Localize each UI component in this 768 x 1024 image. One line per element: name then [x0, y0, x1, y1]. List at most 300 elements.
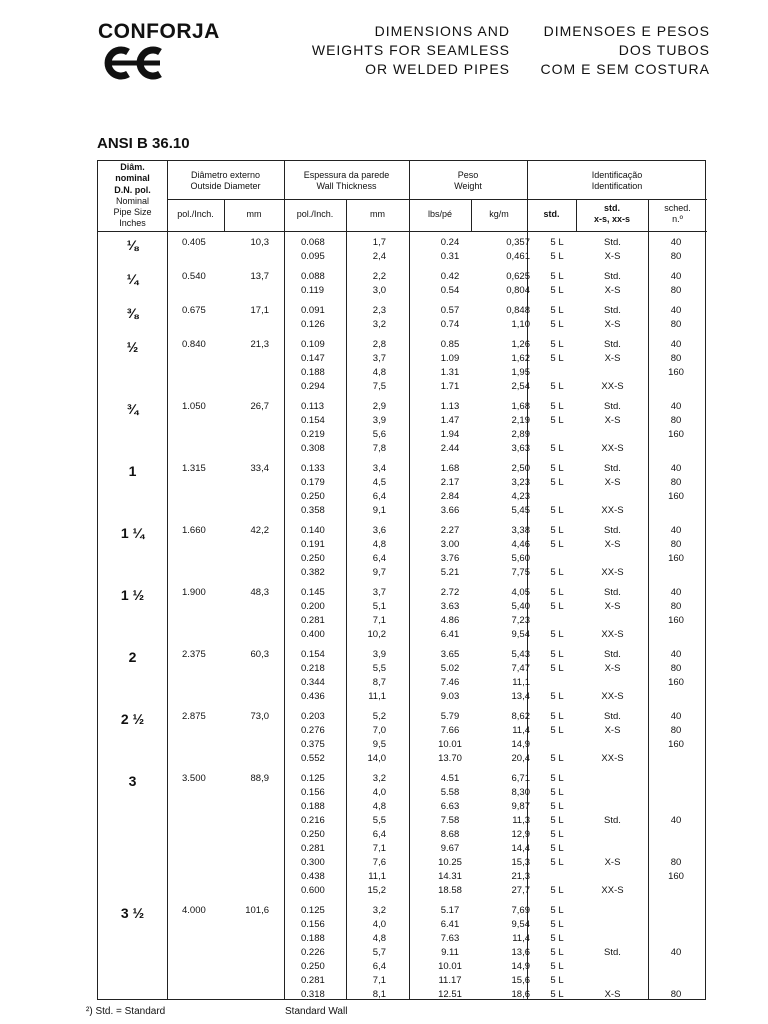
od-inch-cell: 1.900: [182, 587, 206, 598]
lbs-cell: 3.63: [440, 601, 460, 612]
schedule-cell: 80: [670, 251, 682, 262]
table-row: [98, 366, 707, 380]
header-bottom-line: [98, 231, 707, 232]
footnote-right: Standard Wall: [285, 1006, 348, 1017]
nominal-size-cell: 2 ½: [120, 711, 145, 727]
table-row: [98, 628, 707, 642]
spec-cell: 5 L: [550, 271, 564, 282]
nominal-size-cell: ⅛: [126, 237, 139, 253]
standard-title: ANSI B 36.10: [97, 135, 190, 152]
spec-cell: 5 L: [550, 505, 564, 516]
spec-cell: 5 L: [550, 285, 564, 296]
wall-mm-cell: 8,7: [372, 677, 386, 688]
wall-mm-cell: 4,5: [372, 477, 386, 488]
spec-cell: 5 L: [550, 989, 564, 1000]
dn-header-line: Pipe Size: [113, 207, 152, 218]
table-row: [98, 960, 707, 974]
identification-cell: X-S: [604, 477, 621, 488]
sched-no-header-line: n.º: [672, 214, 683, 224]
identification-cell: X-S: [604, 725, 621, 736]
table-row: [98, 828, 707, 842]
wall-mm-cell: 7,6: [372, 857, 386, 868]
title-english: [312, 22, 510, 79]
lbs-cell: 8.68: [440, 829, 460, 840]
wall-inch-cell: 0.091: [301, 305, 325, 316]
lbs-cell: 5.21: [440, 567, 460, 578]
schedule-cell: 80: [670, 725, 682, 736]
lbs-cell: 5.17: [440, 905, 460, 916]
lbs-cell: 4.86: [440, 615, 460, 626]
od-inch-cell: 1.315: [182, 463, 206, 474]
spec-cell: 5 L: [550, 601, 564, 612]
lbs-cell: 0.42: [440, 271, 460, 282]
schedule-cell: 80: [670, 663, 682, 674]
kgm-cell: 2,19: [511, 415, 530, 426]
kgm-cell: 1,68: [511, 401, 530, 412]
kgm-cell: 14,4: [511, 843, 530, 854]
wall-inch-cell: 0.140: [301, 525, 325, 536]
wall-inch-cell: 0.318: [301, 989, 325, 1000]
table-row: [98, 270, 707, 287]
table-row: [98, 236, 707, 253]
std-spec-header: std.: [543, 209, 560, 219]
identification-cell: Std.: [604, 339, 621, 350]
kgm-cell: 15,3: [511, 857, 530, 868]
wall-mm-cell: 3,9: [372, 649, 386, 660]
table-row: [98, 676, 707, 690]
wall-inch-cell: 0.218: [301, 663, 325, 674]
nominal-size-cell: 1: [128, 463, 137, 479]
kgm-cell: 0,625: [506, 271, 530, 282]
kgm-cell: 18,6: [511, 989, 530, 1000]
od-mm-cell: 33,4: [250, 463, 269, 474]
od-mm-cell: 48,3: [250, 587, 269, 598]
lbs-cell: 0.74: [440, 319, 460, 330]
schedule-cell: 80: [670, 319, 682, 330]
wall-mm-cell: 3,4: [372, 463, 386, 474]
wall-mm-cell: 3,2: [372, 773, 386, 784]
lbs-cell: 0.24: [440, 237, 460, 248]
od-mm-cell: 26,7: [250, 401, 269, 412]
table-row: [98, 250, 707, 264]
identification-cell: X-S: [604, 539, 621, 550]
spec-cell: 5 L: [550, 725, 564, 736]
od-inch-header: pol./Inch.: [177, 209, 214, 219]
table-row: [98, 690, 707, 704]
identification-cell: Std.: [604, 649, 621, 660]
lbs-cell: 5.58: [440, 787, 460, 798]
kgm-cell: 3,38: [511, 525, 530, 536]
table-row: [98, 772, 707, 789]
header-divider: [167, 199, 707, 200]
table-row: [98, 284, 707, 298]
kgm-cell: 11,4: [512, 933, 530, 944]
spec-cell: 5 L: [550, 815, 564, 826]
kgm-cell: 7,75: [511, 567, 530, 578]
kgm-cell: 0,848: [506, 305, 530, 316]
schedule-cell: 40: [670, 947, 682, 958]
schedule-cell: 160: [668, 367, 684, 378]
kgm-cell: 4,23: [511, 491, 530, 502]
wall-inch-cell: 0.179: [301, 477, 325, 488]
wall-mm-cell: 3,2: [372, 319, 386, 330]
spec-cell: 5 L: [550, 237, 564, 248]
kgm-cell: 9,54: [511, 919, 530, 930]
title-en-line: DIMENSIONS AND: [374, 23, 510, 39]
schedule-cell: 80: [670, 539, 682, 550]
spec-cell: 5 L: [550, 933, 564, 944]
wall-mm-header: mm: [370, 209, 385, 219]
lbs-cell: 0.54: [440, 285, 460, 296]
kgm-cell: 5,60: [511, 553, 530, 564]
identification-cell: X-S: [604, 989, 621, 1000]
wall-mm-cell: 15,2: [367, 885, 386, 896]
wall-inch-cell: 0.400: [301, 629, 325, 640]
wall-inch-cell: 0.600: [301, 885, 325, 896]
lbs-cell: 6.41: [440, 629, 460, 640]
table-row: [98, 974, 707, 988]
od-inch-cell: 1.050: [182, 401, 206, 412]
wall-inch-cell: 0.156: [301, 919, 325, 930]
spec-cell: 5 L: [550, 961, 564, 972]
schedule-cell: 80: [670, 353, 682, 364]
nominal-size-cell: ⅜: [126, 305, 139, 321]
wall-header-en: Wall Thickness: [316, 181, 377, 191]
lbs-cell: 1.31: [440, 367, 460, 378]
nominal-size-cell: 1 ¼: [120, 525, 145, 541]
spec-cell: 5 L: [550, 649, 564, 660]
schedule-cell: 160: [668, 615, 684, 626]
lbs-cell: 2.44: [440, 443, 460, 454]
conforja-logo: [98, 46, 164, 80]
wall-inch-cell: 0.068: [301, 237, 325, 248]
nominal-size-cell: 3 ½: [120, 905, 145, 921]
schedule-cell: 40: [670, 649, 682, 660]
identification-cell: X-S: [604, 353, 621, 364]
lbs-cell: 2.84: [440, 491, 460, 502]
spec-cell: 5 L: [550, 381, 564, 392]
lbs-cell: 3.66: [440, 505, 460, 516]
table-row: [98, 856, 707, 870]
table-row: [98, 462, 707, 479]
identification-cell: XX-S: [601, 885, 624, 896]
od-inch-cell: 2.875: [182, 711, 206, 722]
wall-mm-cell: 11,1: [368, 871, 386, 882]
od-inch-cell: 0.540: [182, 271, 206, 282]
weight-header-en: Weight: [454, 181, 482, 191]
table-row: [98, 946, 707, 960]
wall-mm-cell: 4,8: [372, 801, 386, 812]
wall-inch-cell: 0.438: [301, 871, 325, 882]
lbs-cell: 1.47: [440, 415, 460, 426]
wall-mm-cell: 5,1: [372, 601, 386, 612]
wall-mm-cell: 5,5: [372, 663, 386, 674]
od-mm-cell: 60,3: [250, 649, 269, 660]
od-mm-cell: 17,1: [250, 305, 269, 316]
sched-header-line: sched.: [664, 203, 691, 213]
table-row: [98, 738, 707, 752]
spec-cell: 5 L: [550, 919, 564, 930]
wall-mm-cell: 11,1: [368, 691, 386, 702]
identification-cell: Std.: [604, 463, 621, 474]
identification-cell: XX-S: [601, 505, 624, 516]
lbs-cell: 0.85: [440, 339, 460, 350]
schedule-cell: 80: [670, 601, 682, 612]
table-row: [98, 600, 707, 614]
wall-mm-cell: 14,0: [367, 753, 386, 764]
wall-mm-cell: 2,4: [372, 251, 386, 262]
lbs-cell: 6.63: [440, 801, 460, 812]
table-row: [98, 884, 707, 898]
kgm-cell: 12,9: [511, 829, 530, 840]
wall-mm-cell: 8,1: [372, 989, 386, 1000]
kgm-cell: 1,26: [511, 339, 530, 350]
wall-mm-cell: 3,7: [372, 353, 386, 364]
kgm-cell: 8,30: [511, 787, 530, 798]
dn-header-line: D.N. pol.: [114, 184, 151, 195]
wall-inch-cell: 0.281: [301, 843, 325, 854]
nominal-size-cell: 2: [128, 649, 137, 665]
od-mm-cell: 10,3: [250, 237, 269, 248]
lbs-cell: 12.51: [438, 989, 462, 1000]
table-row: [98, 524, 707, 541]
schedule-cell: 40: [670, 587, 682, 598]
wall-mm-cell: 4,0: [372, 787, 386, 798]
table-row: [98, 904, 707, 921]
schedule-cell: 40: [670, 305, 682, 316]
schedule-cell: 160: [668, 677, 684, 688]
title-en-line: WEIGHTS FOR SEAMLESS: [311, 42, 510, 58]
table-row: [98, 504, 707, 518]
lbs-cell: 4.51: [440, 773, 460, 784]
wall-mm-cell: 3,6: [372, 525, 386, 536]
lbs-header: lbs/pé: [427, 209, 453, 219]
identification-cell: Std.: [604, 271, 621, 282]
lbs-cell: 1.09: [440, 353, 460, 364]
wall-mm-cell: 2,3: [372, 305, 386, 316]
lbs-cell: 18.58: [438, 885, 462, 896]
od-mm-header: mm: [246, 209, 262, 219]
od-inch-cell: 4.000: [182, 905, 206, 916]
spec-cell: 5 L: [550, 525, 564, 536]
lbs-cell: 1.13: [440, 401, 460, 412]
identification-cell: Std.: [604, 711, 621, 722]
title-pt-line: DOS TUBOS: [618, 42, 710, 58]
schedule-cell: 160: [668, 553, 684, 564]
spec-cell: 5 L: [550, 787, 564, 798]
ident-header-pt: Identificação: [591, 170, 643, 180]
wall-inch-cell: 0.095: [301, 251, 325, 262]
wall-mm-cell: 3,0: [372, 285, 386, 296]
spec-cell: 5 L: [550, 691, 564, 702]
dn-header-line: Diâm.: [120, 162, 145, 172]
table-row: [98, 710, 707, 727]
od-header-en: Outside Diameter: [190, 181, 261, 191]
lbs-cell: 10.25: [438, 857, 462, 868]
wall-header-pt: Espessura da parede: [303, 170, 390, 180]
wall-inch-cell: 0.552: [301, 753, 325, 764]
wall-mm-cell: 4,8: [372, 933, 386, 944]
wall-mm-cell: 4,8: [372, 367, 386, 378]
pipe-table: [97, 160, 706, 1000]
spec-cell: 5 L: [550, 843, 564, 854]
table-row: [98, 414, 707, 428]
spec-cell: 5 L: [550, 773, 564, 784]
table-row: [98, 752, 707, 766]
kgm-cell: 9,87: [511, 801, 530, 812]
wall-mm-cell: 3,7: [372, 587, 386, 598]
lbs-cell: 2.17: [440, 477, 460, 488]
od-inch-cell: 0.405: [182, 237, 206, 248]
nominal-size-cell: 3: [128, 773, 137, 789]
wall-inch-cell: 0.276: [301, 725, 325, 736]
lbs-cell: 3.76: [440, 553, 460, 564]
wall-inch-cell: 0.358: [301, 505, 325, 516]
lbs-cell: 7.58: [440, 815, 460, 826]
wall-inch-cell: 0.203: [301, 711, 325, 722]
kgm-cell: 7,69: [511, 905, 530, 916]
nominal-size-cell: ¾: [126, 401, 139, 417]
wall-inch-cell: 0.188: [301, 801, 325, 812]
kgm-cell: 13,4: [511, 691, 530, 702]
wall-mm-cell: 5,2: [372, 711, 386, 722]
wall-mm-cell: 7,8: [372, 443, 386, 454]
kgm-cell: 8,62: [511, 711, 530, 722]
lbs-cell: 3.00: [440, 539, 460, 550]
wall-mm-cell: 3,2: [372, 905, 386, 916]
schedule-cell: 40: [670, 237, 682, 248]
lbs-cell: 7.46: [440, 677, 460, 688]
spec-cell: 5 L: [550, 753, 564, 764]
identification-cell: Std.: [604, 587, 621, 598]
identification-cell: XX-S: [601, 567, 624, 578]
table-row: [98, 918, 707, 932]
spec-cell: 5 L: [550, 401, 564, 412]
lbs-cell: 5.02: [440, 663, 460, 674]
identification-cell: Std.: [604, 525, 621, 536]
title-pt-line: COM E SEM COSTURA: [540, 61, 710, 77]
table-row: [98, 648, 707, 665]
wall-mm-cell: 6,4: [372, 491, 386, 502]
wall-inch-cell: 0.188: [301, 933, 325, 944]
wall-inch-cell: 0.216: [301, 815, 325, 826]
schedule-cell: 80: [670, 857, 682, 868]
wall-inch-cell: 0.344: [301, 677, 325, 688]
spec-cell: 5 L: [550, 251, 564, 262]
wall-mm-cell: 4,0: [372, 919, 386, 930]
table-row: [98, 380, 707, 394]
wall-inch-cell: 0.154: [301, 415, 325, 426]
spec-cell: 5 L: [550, 663, 564, 674]
lbs-cell: 3.65: [440, 649, 460, 660]
wall-inch-cell: 0.250: [301, 553, 325, 564]
wall-mm-cell: 2,8: [372, 339, 386, 350]
table-row: [98, 586, 707, 603]
lbs-cell: 2.72: [440, 587, 460, 598]
schedule-cell: 40: [670, 815, 682, 826]
wall-mm-cell: 5,6: [372, 429, 386, 440]
identification-cell: XX-S: [601, 443, 624, 454]
identification-cell: XX-S: [601, 381, 624, 392]
lbs-cell: 5.79: [440, 711, 460, 722]
identification-cell: X-S: [604, 601, 621, 612]
od-header-pt: Diâmetro externo: [190, 170, 261, 180]
od-mm-cell: 21,3: [250, 339, 269, 350]
kgm-cell: 2,89: [511, 429, 530, 440]
table-row: [98, 538, 707, 552]
spec-cell: 5 L: [550, 319, 564, 330]
table-row: [98, 724, 707, 738]
spec-cell: 5 L: [550, 857, 564, 868]
wall-mm-cell: 6,4: [372, 553, 386, 564]
wall-inch-cell: 0.109: [301, 339, 325, 350]
identification-cell: X-S: [604, 285, 621, 296]
lbs-cell: 11.17: [438, 975, 462, 986]
wall-mm-cell: 7,1: [372, 843, 386, 854]
kgm-cell: 27,7: [511, 885, 530, 896]
identification-header: [527, 170, 707, 192]
wall-inch-cell: 0.147: [301, 353, 325, 364]
table-row: [98, 490, 707, 504]
lbs-cell: 0.57: [440, 305, 460, 316]
wall-inch-cell: 0.219: [301, 429, 325, 440]
kgm-cell: 9,54: [511, 629, 530, 640]
identification-cell: X-S: [604, 663, 621, 674]
table-row: [98, 476, 707, 490]
spec-cell: 5 L: [550, 415, 564, 426]
table-row: [98, 800, 707, 814]
spec-cell: 5 L: [550, 947, 564, 958]
wall-thickness-header: [284, 170, 409, 192]
schedule-cell: 160: [668, 871, 684, 882]
table-row: [98, 786, 707, 800]
od-mm-cell: 13,7: [250, 271, 269, 282]
wall-inch-cell: 0.281: [301, 975, 325, 986]
wall-inch-cell: 0.226: [301, 947, 325, 958]
schedule-cell: 40: [670, 401, 682, 412]
kgm-cell: 7,23: [511, 615, 530, 626]
wall-mm-cell: 7,1: [372, 615, 386, 626]
identification-cell: XX-S: [601, 753, 624, 764]
table-row: [98, 870, 707, 884]
schedule-cell: 80: [670, 285, 682, 296]
lbs-cell: 9.03: [440, 691, 460, 702]
wall-inch-cell: 0.436: [301, 691, 325, 702]
wall-inch-cell: 0.308: [301, 443, 325, 454]
identification-cell: XX-S: [601, 629, 624, 640]
brand-name: CONFORJA: [98, 20, 220, 43]
identification-cell: X-S: [604, 319, 621, 330]
schedule-cell: 40: [670, 525, 682, 536]
wall-mm-cell: 9,7: [372, 567, 386, 578]
wall-mm-cell: 5,5: [372, 815, 386, 826]
table-row: [98, 566, 707, 580]
weight-header: [409, 170, 527, 192]
kgm-cell: 15,6: [511, 975, 530, 986]
spec-cell: 5 L: [550, 305, 564, 316]
od-mm-cell: 88,9: [250, 773, 269, 784]
spec-cell: 5 L: [550, 711, 564, 722]
kgm-cell: 5,43: [511, 649, 530, 660]
wall-mm-cell: 2,2: [372, 271, 386, 282]
spec-cell: 5 L: [550, 905, 564, 916]
table-row: [98, 400, 707, 417]
lbs-cell: 1.68: [440, 463, 460, 474]
wall-mm-cell: 6,4: [372, 829, 386, 840]
kgm-cell: 1,95: [511, 367, 530, 378]
table-row: [98, 988, 707, 1002]
id-std-header-line: std.: [603, 203, 620, 213]
